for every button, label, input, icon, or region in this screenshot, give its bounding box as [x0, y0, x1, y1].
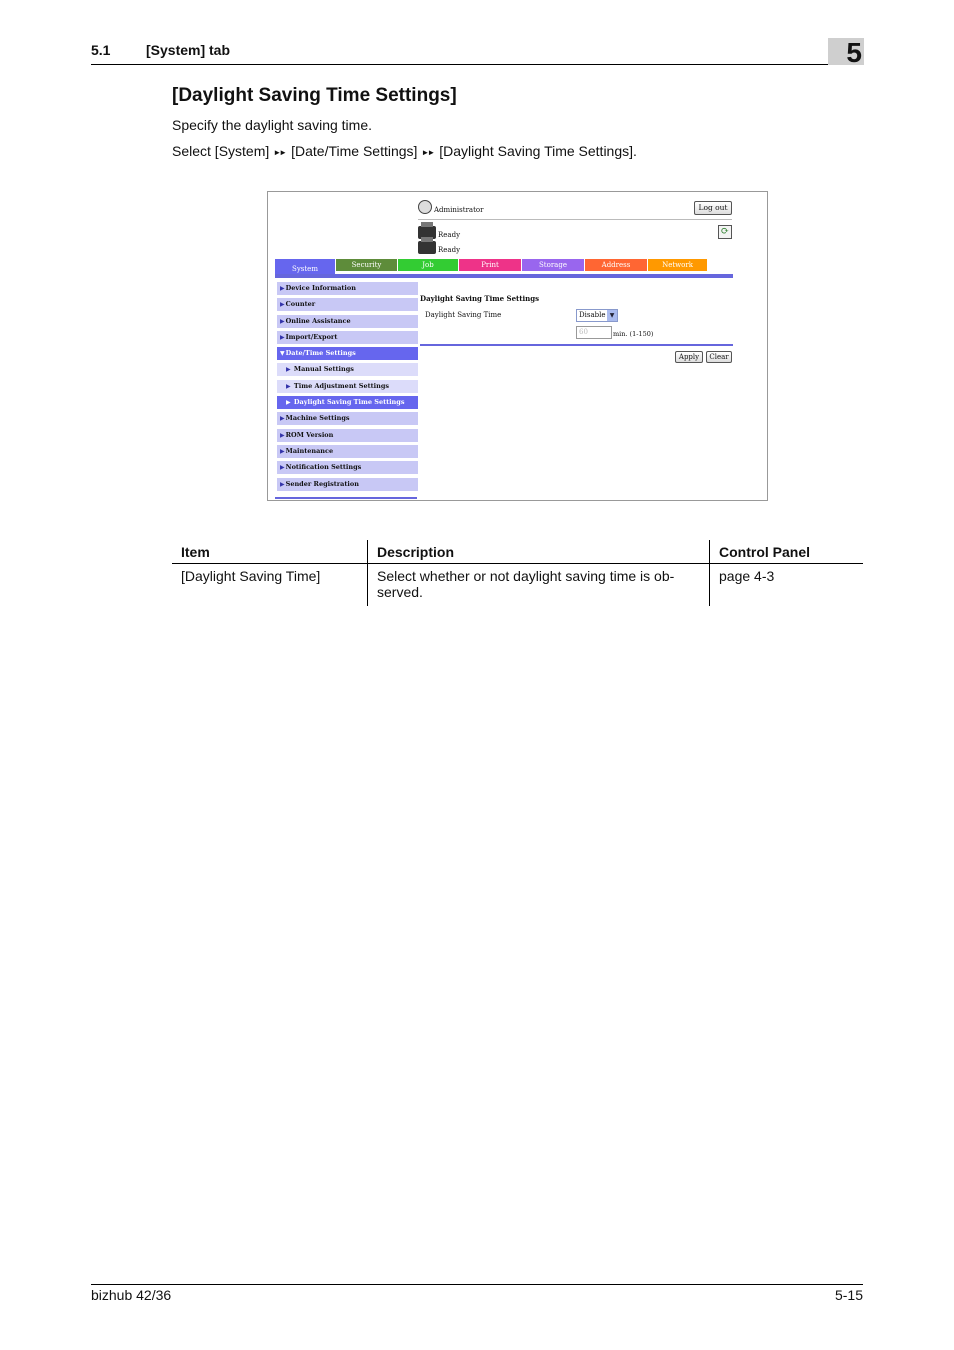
cell-item: [Daylight Saving Time] — [181, 568, 321, 584]
nav-arrow-icon: ►► — [273, 148, 286, 157]
section-title: [System] tab — [146, 42, 231, 58]
sidebar-item-label: Time Adjustment Settings — [293, 381, 390, 390]
tab-job[interactable]: Job — [398, 259, 458, 271]
sidebar-item-rom-version[interactable] — [277, 429, 418, 442]
cell-control-panel: page 4-3 — [719, 568, 775, 584]
sidebar-item-maintenance[interactable] — [277, 445, 418, 458]
web-connection-screenshot — [267, 191, 768, 501]
user-divider — [418, 219, 732, 220]
tab-system[interactable]: System — [275, 259, 335, 278]
printer-status-text: Ready — [438, 231, 461, 239]
arrow-right-icon: ▶ — [280, 431, 285, 439]
page-number: 5-15 — [834, 1287, 863, 1303]
sidebar-bottom-rule — [275, 497, 417, 499]
clear-button[interactable]: Clear — [706, 351, 732, 363]
user-info — [418, 200, 483, 214]
scanner-status-text: Ready — [438, 246, 461, 254]
sidebar-item-label: Online Assistance — [285, 316, 351, 325]
nav-step-system: Select [System] — [172, 143, 270, 159]
sidebar-item-label: Sender Registration — [285, 479, 359, 488]
tab-storage[interactable]: Storage — [522, 259, 584, 271]
administrator-icon — [418, 200, 432, 214]
settings-table — [172, 540, 863, 606]
scanner-icon — [418, 241, 436, 254]
header-rule — [91, 64, 863, 65]
intro-text: Specify the daylight saving time. — [172, 117, 372, 133]
user-label: Administrator — [434, 206, 484, 214]
sidebar-item-notification-settings[interactable] — [277, 461, 418, 474]
sidebar-item-label: Daylight Saving Time Settings — [293, 398, 405, 407]
footer-rule — [91, 1284, 863, 1285]
sidebar-item-date-time-settings[interactable] — [277, 347, 418, 360]
arrow-right-icon: ▶ — [286, 382, 291, 390]
cell-description: Select whether or not daylight saving time is ob- served. — [368, 564, 710, 607]
chapter-number: 5 — [828, 38, 864, 65]
panel-divider — [420, 344, 733, 346]
sidebar-item-label: Maintenance — [285, 446, 334, 455]
apply-button[interactable]: Apply — [675, 351, 703, 363]
sidebar-item-device-information[interactable] — [277, 282, 418, 295]
sidebar-item-label: Counter — [285, 300, 316, 309]
arrow-right-icon: ▶ — [280, 317, 285, 325]
arrow-right-icon: ▶ — [280, 285, 285, 292]
column-header-description: Description — [368, 540, 710, 564]
sidebar-item-sender-registration[interactable] — [277, 478, 418, 491]
refresh-icon[interactable]: ⟳ — [718, 225, 732, 239]
running-header — [91, 42, 230, 58]
navigation-path — [172, 143, 637, 159]
daylight-saving-time-label: Daylight Saving Time — [425, 311, 502, 319]
tab-security[interactable]: Security — [336, 259, 397, 271]
sidebar-item-daylight-saving-time-settings[interactable] — [277, 396, 418, 409]
sidebar-item-label: Date/Time Settings — [285, 349, 356, 358]
select-value: Disable — [579, 311, 606, 319]
footer-product: bizhub 42/36 — [91, 1287, 172, 1303]
arrow-right-icon: ▶ — [280, 415, 285, 423]
sidebar-item-manual-settings[interactable] — [277, 363, 418, 376]
sidebar-item-label: Notification Settings — [285, 463, 362, 472]
arrow-right-icon: ▶ — [280, 447, 285, 455]
arrow-right-icon: ▶ — [280, 464, 285, 472]
tab-address[interactable]: Address — [585, 259, 647, 271]
scanner-status — [418, 241, 460, 254]
page-title: [Daylight Saving Time Settings] — [172, 85, 457, 106]
tab-network[interactable]: Network — [648, 259, 707, 271]
sidebar-item-counter[interactable] — [277, 298, 418, 311]
sidebar-item-time-adjustment-settings[interactable] — [277, 380, 418, 393]
sidebar-item-label: Import/Export — [285, 332, 338, 341]
table-row — [172, 564, 863, 607]
minutes-input[interactable]: 60 — [576, 326, 612, 339]
tab-print[interactable]: Print — [459, 259, 521, 271]
panel-title: Daylight Saving Time Settings — [420, 294, 540, 303]
arrow-right-icon: ▶ — [280, 301, 285, 309]
daylight-saving-time-select[interactable] — [576, 309, 618, 322]
nav-step-datetime: [Date/Time Settings] — [291, 143, 418, 159]
section-number: 5.1 — [91, 42, 111, 58]
tab-underline — [275, 274, 733, 278]
sidebar-item-label: Manual Settings — [293, 365, 354, 374]
nav-step-daylight: [Daylight Saving Time Settings]. — [439, 143, 637, 159]
arrow-right-icon: ▶ — [286, 366, 291, 374]
sidebar-item-import-export[interactable] — [277, 331, 418, 344]
minutes-range-label: min. (1-150) — [613, 330, 654, 338]
chevron-down-icon: ▼ — [607, 310, 617, 321]
sidebar-item-label: Device Information — [285, 284, 356, 292]
arrow-right-icon: ▶ — [280, 333, 285, 341]
logout-button[interactable]: Log out — [694, 201, 732, 215]
nav-arrow-icon: ►► — [421, 148, 434, 157]
sidebar-item-label: Machine Settings — [285, 414, 350, 423]
arrow-right-icon: ▶ — [280, 480, 285, 488]
arrow-down-icon: ▼ — [280, 350, 285, 358]
sidebar-item-online-assistance[interactable] — [277, 315, 418, 328]
column-header-item: Item — [172, 540, 368, 564]
table-header-row — [172, 540, 863, 564]
arrow-right-icon: ▶ — [286, 399, 291, 407]
sidebar-item-machine-settings[interactable] — [277, 412, 418, 425]
sidebar-item-label: ROM Version — [285, 430, 334, 439]
sidebar-menu — [277, 282, 418, 494]
column-header-control-panel: Control Panel — [710, 540, 864, 564]
